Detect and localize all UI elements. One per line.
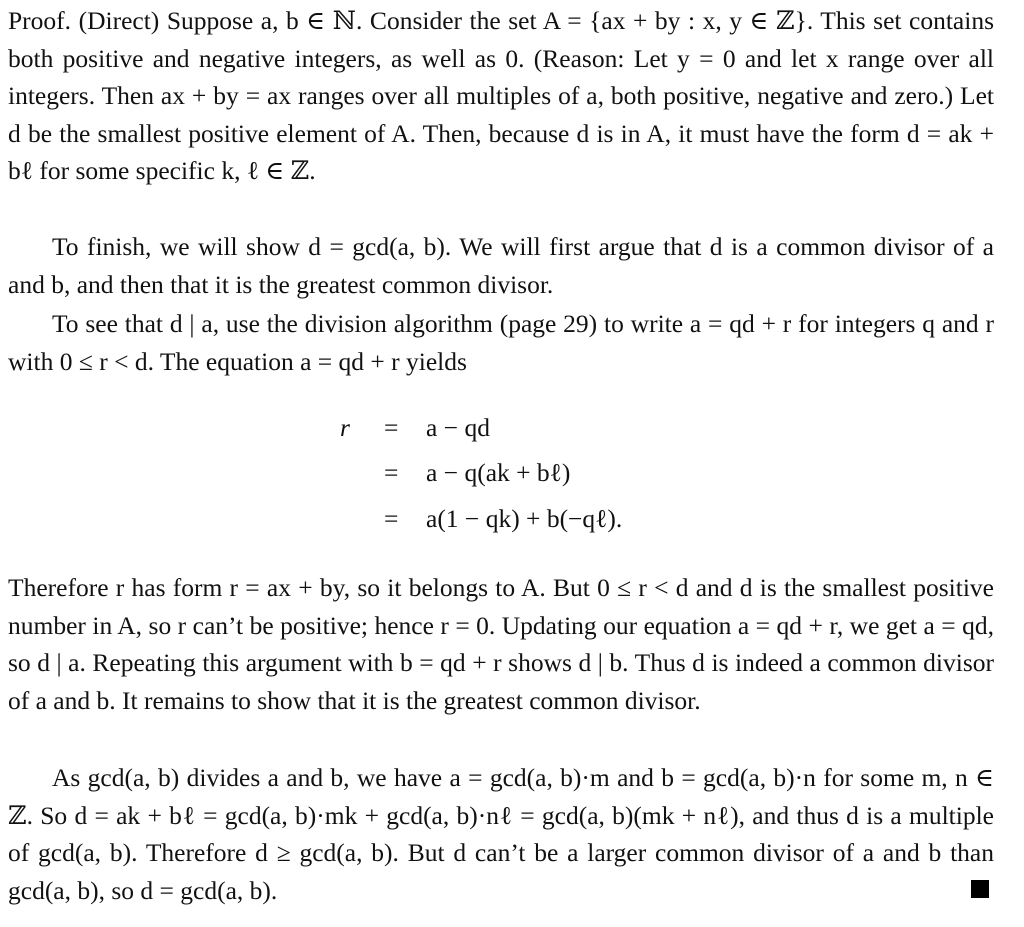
equation-row-1 xyxy=(330,413,750,443)
qed-square-icon xyxy=(971,880,989,898)
equation-rhs: a − q(ak + bℓ) xyxy=(426,458,571,487)
equation-equals: = xyxy=(384,504,399,533)
equation-equals: = xyxy=(384,413,399,442)
proof-paragraph-4: Therefore r has form r = ax + by, so it belongs to A. But 0 ≤ r < d and d is the smallest positive number in A, so r can’t be positive; hence r = 0. Updating our equation a = qd + r, we get a = qd, so d | a. Repeating this argument with b = qd + r shows d | b. Thus d is indeed a common divisor of a and b. It remains to show that it is the greatest common divisor. xyxy=(8,573,994,715)
proof-paragraph-3: To see that d | a, use the division algorithm (page 29) to write a = qd + r for integers q and r with 0 ≤ r < d. The equation a = qd + r yields xyxy=(8,309,994,376)
equation-rhs: a − qd xyxy=(426,413,490,442)
equation-row-3 xyxy=(330,504,750,534)
equation-equals: = xyxy=(384,458,399,487)
equation-rhs: a(1 − qk) + b(−qℓ). xyxy=(426,504,623,533)
equation-lhs: r xyxy=(340,413,350,442)
proof-paragraph-1: Proof. (Direct) Suppose a, b ∈ ℕ. Consider the set A = {ax + by : x, y ∈ ℤ}. This set contains both positive and negative integers, as well as 0. (Reason: Let y = 0 and let x range over all integers. Then ax + by = ax ranges over all multiples of a, both positive, negative and zero.) Let d be the smallest positive element of A. Then, because d is in A, it must have the form d = ak + bℓ for some specific k, ℓ ∈ ℤ. xyxy=(8,6,994,186)
proof-paragraph-2: To finish, we will show d = gcd(a, b). We will first argue that d is a common divisor of a and b, and then that it is the greatest common divisor. xyxy=(8,232,994,299)
equation-row-2 xyxy=(330,458,750,488)
proof-paragraph-5: As gcd(a, b) divides a and b, we have a = gcd(a, b)·m and b = gcd(a, b)·n for some m, n ∈ ℤ. So d = ak + bℓ = gcd(a, b)·mk + gcd(a, b)·nℓ = gcd(a, b)(mk + nℓ), and thus d is a multiple of gcd(a, b). Therefore d ≥ gcd(a, b). But d can’t be a larger common divisor of a and b than gcd(a, b), so d = gcd(a, b). xyxy=(8,763,994,905)
